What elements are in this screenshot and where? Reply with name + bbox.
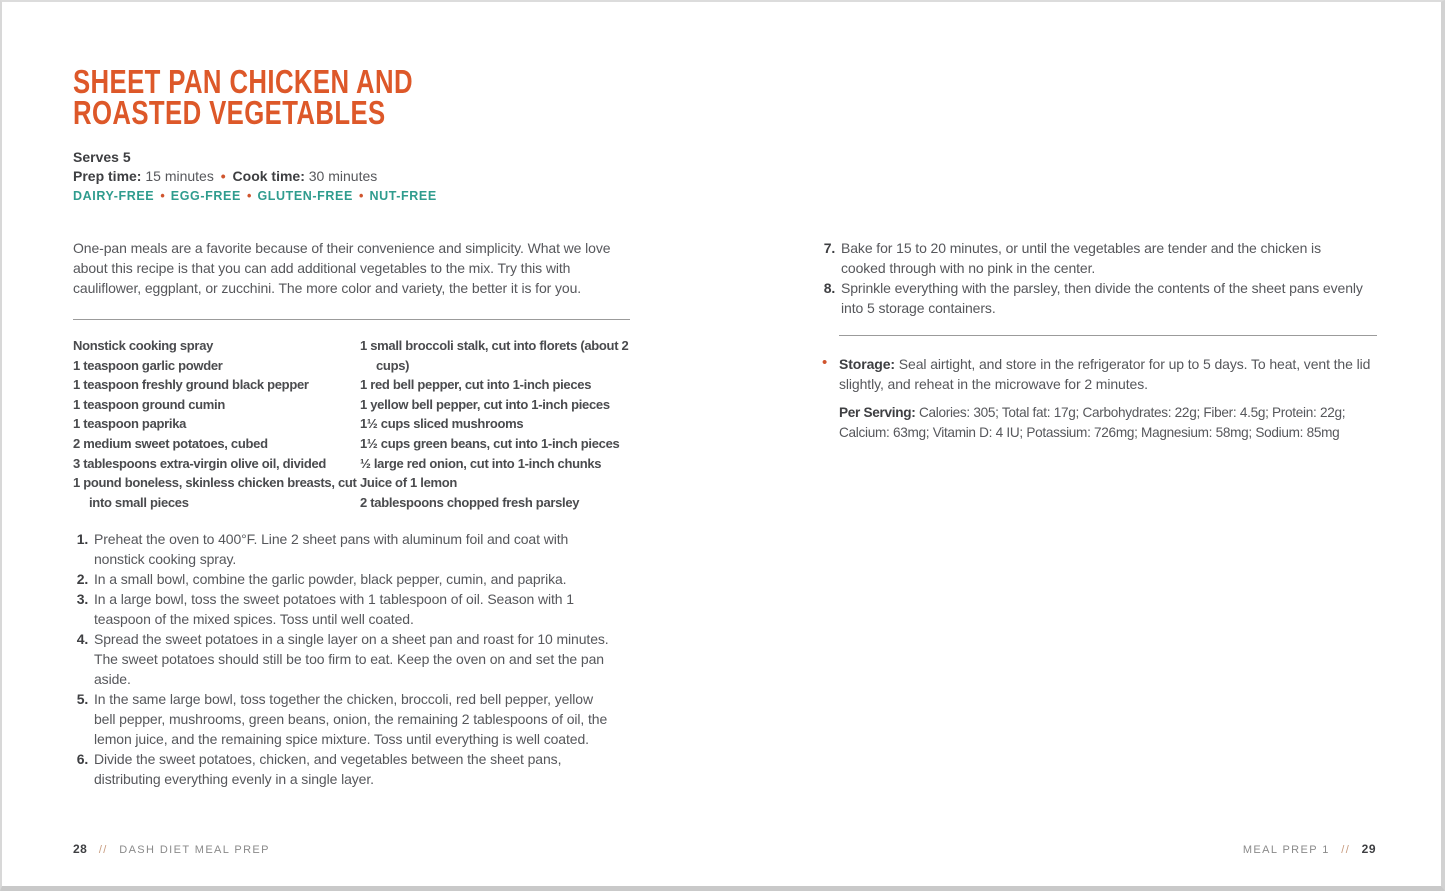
page-number: 28 (73, 842, 88, 856)
prep-time-label: Prep time: (73, 168, 142, 184)
nutrition-info (839, 403, 1379, 443)
instruction-step: 1. Preheat the oven to 400°F. Line 2 sheet pans with aluminum foil and coat with nonstick cooking spray. (92, 529, 611, 569)
storage-note (820, 354, 1377, 394)
diet-tag: GLUTEN-FREE (257, 189, 353, 203)
cook-time-value: 30 minutes (308, 168, 378, 184)
ingredient-item: 1 teaspoon garlic powder (73, 357, 223, 373)
instruction-step: 4. Spread the sweet potatoes in a single layer on a sheet pan and roast for 10 minutes. The sweet potatoes should still be too firm to eat. Keep the oven on and set the pan aside. (92, 629, 611, 689)
instruction-step: 8. Sprinkle everything with the parsley, then divide the contents of the sheet pans evenly into 5 storage containers. (839, 278, 1363, 318)
slash-separator-icon: // (1341, 844, 1351, 856)
ingredient-item: 2 medium sweet potatoes, cubed (73, 435, 268, 451)
page-number: 29 (1361, 842, 1376, 856)
ingredient-item: 1 teaspoon paprika (73, 416, 187, 432)
bullet-icon: • (822, 354, 828, 371)
time-meta (73, 168, 377, 184)
recipe-title-line1: SHEET PAN CHICKEN AND (73, 63, 413, 100)
ingredient-item: 1 pound boneless, skinless chicken breasts, cut into small pieces (73, 475, 357, 510)
prep-time-value: 15 minutes (145, 168, 214, 184)
instructions-list-left (73, 529, 611, 789)
divider (73, 319, 630, 320)
ingredient-item: 1½ cups green beans, cut into 1-inch pieces (360, 435, 620, 451)
ingredient-item: 1 teaspoon ground cumin (73, 396, 225, 412)
page-footer-left (73, 842, 270, 856)
slash-separator-icon: // (98, 844, 108, 856)
diet-tags (73, 189, 437, 203)
ingredient-item: 2 tablespoons chopped fresh parsley (360, 494, 580, 510)
ingredients-column-2 (360, 336, 630, 512)
recipe-title-line2: ROASTED VEGETABLES (73, 94, 386, 131)
book-title: DASH DIET MEAL PREP (119, 844, 270, 856)
diet-tag: EGG-FREE (170, 189, 241, 203)
ingredient-item: Juice of 1 lemon (360, 475, 458, 491)
per-serving-label: Per Serving: (839, 405, 916, 420)
ingredient-item: ½ large red onion, cut into 1-inch chunks (360, 455, 602, 471)
divider (839, 335, 1377, 336)
instruction-step: 5. In the same large bowl, toss together the chicken, broccoli, red bell pepper, yellow bell pepper, mushrooms, green beans, onion, the remaining 2 tablespoons of oil, the lemon juice, and the remaining spice mixture. Toss until everything is well coated. (92, 689, 611, 749)
ingredients-column-1 (73, 336, 360, 512)
ingredient-item: 3 tablespoons extra-virgin olive oil, divided (73, 455, 327, 471)
ingredient-item: 1 yellow bell pepper, cut into 1-inch pieces (360, 396, 610, 412)
left-page (73, 2, 630, 886)
recipe-title (73, 63, 413, 131)
section-title: MEAL PREP 1 (1242, 844, 1330, 856)
bullet-separator-icon: • (220, 168, 226, 184)
ingredient-item: 1 small broccoli stalk, cut into florets (about 2 cups) (360, 338, 629, 373)
bullet-separator-icon: • (246, 189, 252, 203)
page-footer-right (1243, 842, 1376, 856)
bullet-separator-icon: • (359, 189, 364, 203)
instruction-step: 7. Bake for 15 to 20 minutes, or until the vegetables are tender and the chicken is cooked through with no pink in the center. (839, 238, 1363, 278)
ingredient-item: 1 teaspoon freshly ground black pepper (73, 377, 309, 393)
right-page (820, 2, 1377, 886)
instruction-step: 2. In a small bowl, combine the garlic powder, black pepper, cumin, and paprika. (92, 569, 611, 589)
ingredients-section (73, 336, 630, 512)
ingredient-item: 1½ cups sliced mushrooms (360, 416, 524, 432)
bullet-separator-icon: • (160, 189, 165, 203)
instructions-list-right (820, 238, 1363, 318)
storage-label: Storage: (839, 356, 895, 372)
instruction-step: 3. In a large bowl, toss the sweet potatoes with 1 tablespoon of oil. Season with 1 teaspoon of the mixed spices. Toss until well coated. (92, 589, 611, 629)
ingredient-item: Nonstick cooking spray (73, 338, 214, 353)
storage-text: Seal airtight, and store in the refrigerator for up to 5 days. To heat, vent the lid slightly, and reheat in the microwave for 2 minutes. (839, 356, 1371, 392)
intro-paragraph: One-pan meals are a favorite because of their convenience and simplicity. What we love about this recipe is that you can add additional vegetables to the mix. Try this with cauliflower, eggplant, or zucchini. The more color and variety, the better it is for you. (73, 240, 611, 296)
instruction-step: 6. Divide the sweet potatoes, chicken, and vegetables between the sheet pans, distributing everything evenly in a single layer. (92, 749, 611, 789)
ingredient-item: 1 red bell pepper, cut into 1-inch pieces (360, 377, 592, 393)
diet-tag: DAIRY-FREE (73, 189, 155, 203)
per-serving-text: Calories: 305; Total fat: 17g; Carbohydrates: 22g; Fiber: 4.5g; Protein: 22g; Calcium: 63mg; Vitamin D: 4 IU; Potassium: 726mg; Magnesium: 58mg; Sodium: 85mg (839, 405, 1346, 440)
cook-time-label: Cook time: (232, 168, 305, 184)
serves-line: Serves 5 (73, 149, 131, 165)
diet-tag: NUT-FREE (369, 189, 437, 203)
